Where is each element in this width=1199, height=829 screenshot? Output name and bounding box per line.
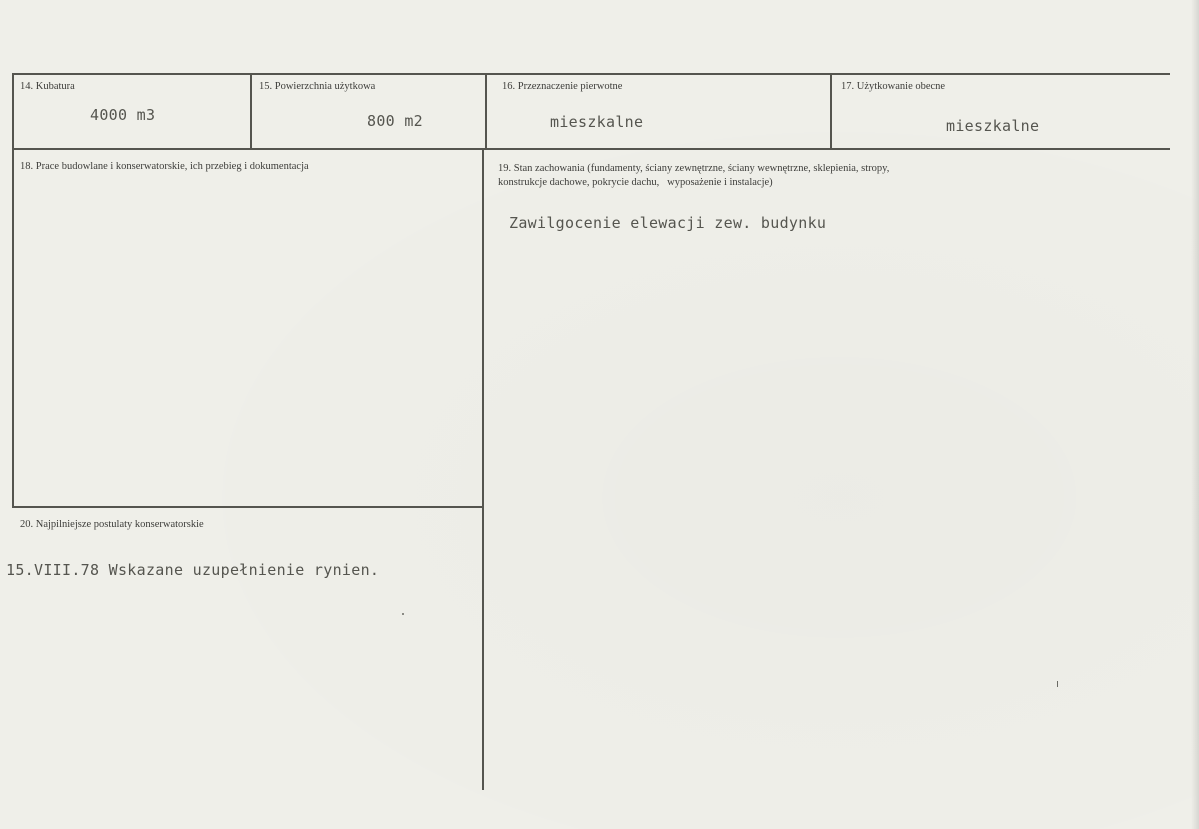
field-20-label: 20. Najpilniejsze postulaty konserwatorskie (20, 519, 204, 530)
paper-edge-shadow (1191, 0, 1199, 829)
field-16-label: 16. Przeznaczenie pierwotne (502, 81, 623, 92)
field-20-value: 15.VIII.78 Wskazane uzupełnienie rynien. (6, 561, 380, 579)
field-19-label-line1: 19. Stan zachowania (fundamenty, ściany zewnętrzne, ściany wewnętrzne, sklepienia, stropy, (498, 163, 890, 174)
field-16-value: mieszkalne (550, 113, 644, 131)
field-18-label: 18. Prace budowlane i konserwatorskie, ich przebieg i dokumentacja (20, 161, 309, 172)
field-14-label: 14. Kubatura (20, 81, 75, 92)
top-border-line (12, 73, 1170, 75)
section20-top-line (12, 506, 482, 508)
field-15-value: 800 m2 (367, 112, 423, 130)
field-17-value: mieszkalne (946, 117, 1040, 135)
field-17-label: 17. Użytkowanie obecne (841, 81, 946, 92)
divider-16-17 (830, 73, 832, 150)
paper-speck (402, 613, 404, 615)
row1-bottom-line (12, 148, 1170, 150)
field-19-label-line2: konstrukcje dachowe, pokrycie dachu, wyposażenie i instalacje) (498, 177, 773, 188)
divider-14-15 (250, 73, 252, 150)
field-15-label: 15. Powierzchnia użytkowa (259, 81, 376, 92)
paper-speck (1057, 681, 1058, 687)
field-19-value: Zawilgocenie elewacji zew. budynku (509, 214, 827, 232)
main-column-divider (482, 148, 484, 790)
left-border-line (12, 73, 14, 508)
divider-15-16 (485, 73, 487, 150)
field-14-value: 4000 m3 (90, 106, 156, 124)
